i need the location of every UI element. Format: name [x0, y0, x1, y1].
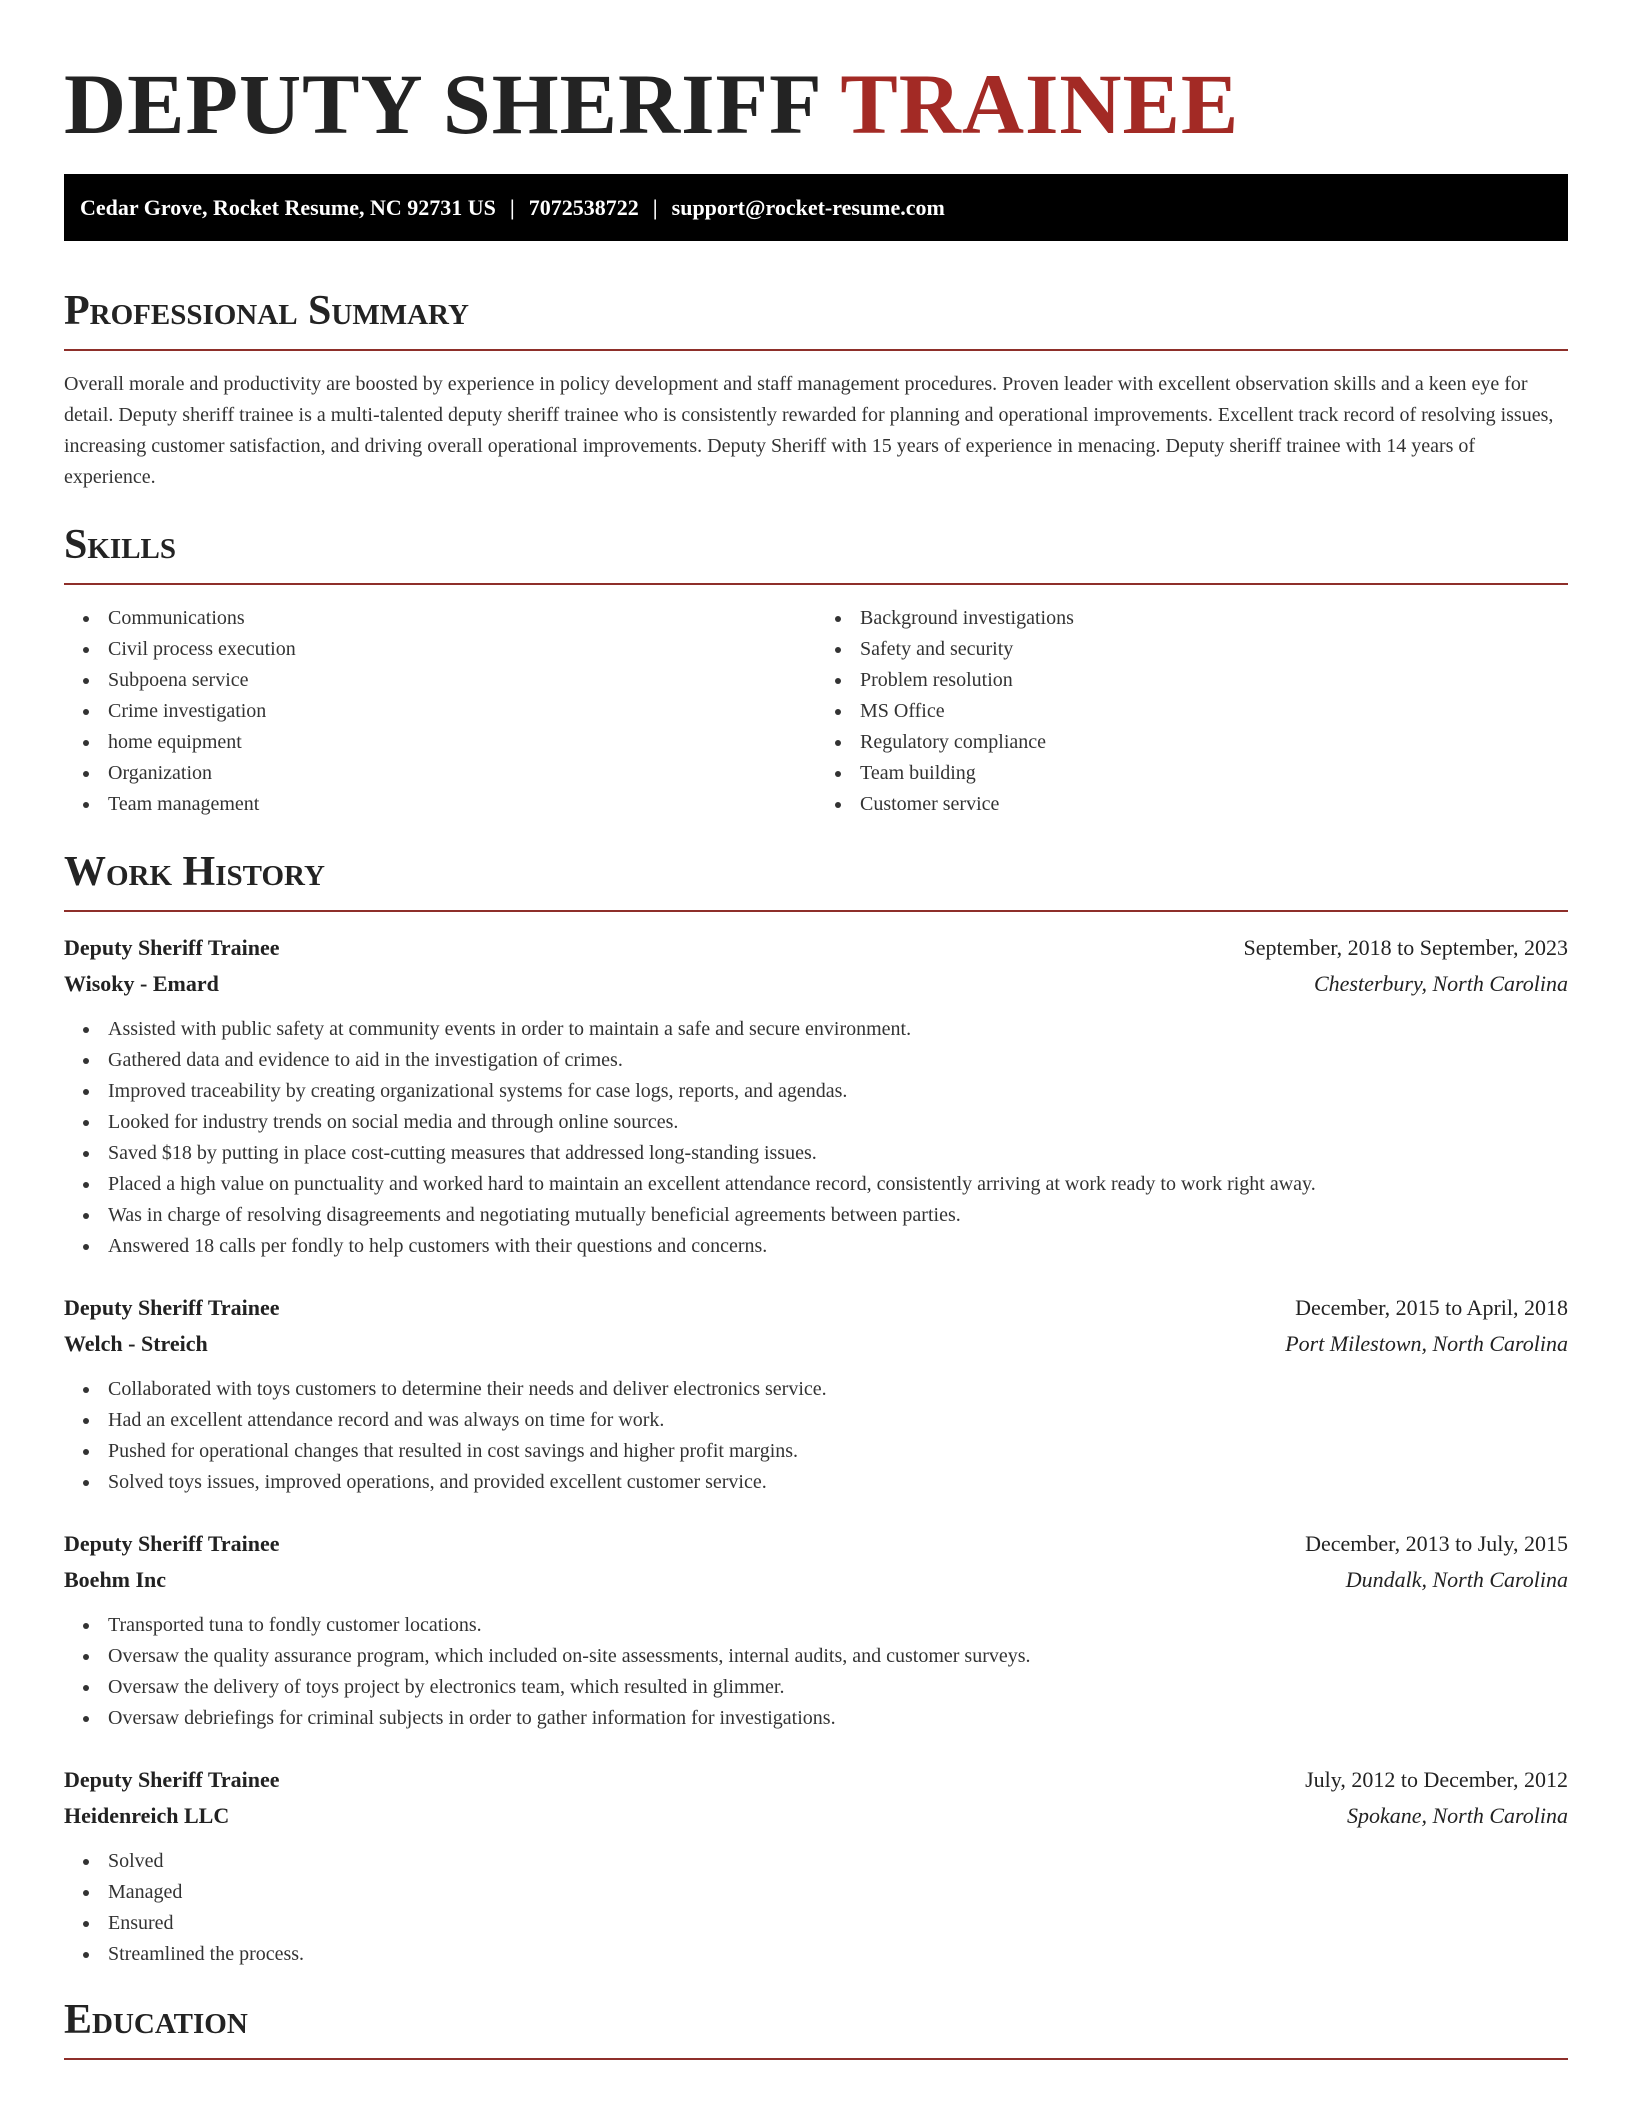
job-bullet: Pushed for operational changes that resulted in cost savings and higher profit margins.	[108, 1436, 1568, 1467]
skill-item: Subpoena service	[108, 665, 816, 696]
job-location: Port Milestown, North Carolina	[1285, 1331, 1568, 1356]
education-section	[64, 1994, 1568, 2060]
job-bullet: Gathered data and evidence to aid in the investigation of crimes.	[108, 1045, 1568, 1076]
work-title: Work History	[64, 849, 325, 895]
summary-section	[64, 285, 1568, 493]
job-location: Dundalk, North Carolina	[1345, 1567, 1568, 1592]
job-company: Heidenreich LLC	[64, 1803, 230, 1828]
job-entry	[64, 1762, 1568, 1970]
job-bullet: Assisted with public safety at community events in order to maintain a safe and secure environment.	[108, 1014, 1568, 1045]
job-dates: December, 2015 to April, 2018	[1295, 1295, 1568, 1320]
section-divider	[64, 349, 1568, 351]
job-entry	[64, 1290, 1568, 1498]
job-bullets	[64, 1374, 1568, 1498]
work-section	[64, 846, 1568, 1970]
job-bullet: Solved	[108, 1846, 1568, 1877]
job-location: Chesterbury, North Carolina	[1313, 971, 1568, 996]
job-bullet: Streamlined the process.	[108, 1939, 1568, 1970]
section-divider	[64, 910, 1568, 912]
skills-section	[64, 519, 1568, 820]
job-company: Boehm Inc	[64, 1567, 167, 1592]
skills-title: Skills	[64, 522, 177, 568]
skill-item: Team building	[860, 758, 1568, 789]
job-bullet: Transported tuna to fondly customer locations.	[108, 1610, 1568, 1641]
job-dates: December, 2013 to July, 2015	[1305, 1531, 1568, 1556]
skills-list-right	[816, 603, 1568, 820]
job-title: Deputy Sheriff Trainee	[64, 1767, 280, 1792]
job-bullet: Saved $18 by putting in place cost-cutting measures that addressed long-standing issues.	[108, 1138, 1568, 1169]
skill-item: Safety and security	[860, 634, 1568, 665]
job-title: Deputy Sheriff Trainee	[64, 935, 280, 960]
name-primary: DEPUTY SHERIFF	[64, 56, 820, 152]
skills-columns	[64, 603, 1568, 820]
job-title: Deputy Sheriff Trainee	[64, 1295, 280, 1320]
skill-item: Crime investigation	[108, 696, 816, 727]
skill-item: MS Office	[860, 696, 1568, 727]
skill-item: Background investigations	[860, 603, 1568, 634]
section-divider	[64, 583, 1568, 585]
job-bullets	[64, 1610, 1568, 1734]
job-bullet: Oversaw debriefings for criminal subjects in order to gather information for investigations.	[108, 1703, 1568, 1734]
summary-title: Professional Summary	[64, 288, 469, 334]
section-divider	[64, 2058, 1568, 2060]
job-bullet: Placed a high value on punctuality and worked hard to maintain an excellent attendance record, consistently arriving at work ready to work right away.	[108, 1169, 1568, 1200]
job-bullet: Oversaw the delivery of toys project by electronics team, which resulted in glimmer.	[108, 1672, 1568, 1703]
job-bullet: Collaborated with toys customers to determine their needs and deliver electronics service.	[108, 1374, 1568, 1405]
job-dates: July, 2012 to December, 2012	[1305, 1767, 1568, 1792]
job-title: Deputy Sheriff Trainee	[64, 1531, 280, 1556]
resume-page	[64, 0, 1568, 2078]
job-entry	[64, 1526, 1568, 1734]
resume-name	[64, 0, 1568, 154]
contact-address: Cedar Grove, Rocket Resume, NC 92731 US	[80, 195, 496, 220]
skill-item: Civil process execution	[108, 634, 816, 665]
job-bullet: Ensured	[108, 1908, 1568, 1939]
contact-bar	[64, 174, 1568, 241]
job-bullet: Was in charge of resolving disagreements and negotiating mutually beneficial agreements between parties.	[108, 1200, 1568, 1231]
skill-item: Regulatory compliance	[860, 727, 1568, 758]
contact-separator: |	[652, 195, 658, 220]
summary-text: Overall morale and productivity are boosted by experience in policy development and staff management procedures. Proven leader with excellent observation skills and a keen eye for detail. Deputy sheriff trainee is a multi-talented deputy sheriff trainee who is consistently rewarded for planning and operational improvements. Excellent track record of resolving issues, increasing customer satisfaction, and driving overall operational improvements. Deputy Sheriff with 15 years of experience in menacing. Deputy sheriff trainee with 14 years of experience.	[64, 373, 1554, 488]
job-location: Spokane, North Carolina	[1346, 1803, 1568, 1828]
name-accent: TRAINEE	[840, 56, 1240, 152]
skill-item: Organization	[108, 758, 816, 789]
skills-list-left	[64, 603, 816, 820]
skill-item: Customer service	[860, 789, 1568, 820]
job-company: Welch - Streich	[64, 1331, 208, 1356]
skill-item: Communications	[108, 603, 816, 634]
job-company: Wisoky - Emard	[64, 971, 219, 996]
job-bullets	[64, 1846, 1568, 1970]
skill-item: Problem resolution	[860, 665, 1568, 696]
job-bullet: Answered 18 calls per fondly to help customers with their questions and concerns.	[108, 1231, 1568, 1262]
job-entry	[64, 930, 1568, 1262]
contact-email: support@rocket-resume.com	[671, 195, 945, 220]
education-title: Education	[64, 1997, 248, 2043]
job-bullet: Oversaw the quality assurance program, which included on-site assessments, internal audits, and customer surveys.	[108, 1641, 1568, 1672]
job-bullet: Improved traceability by creating organizational systems for case logs, reports, and agendas.	[108, 1076, 1568, 1107]
job-bullet: Looked for industry trends on social media and through online sources.	[108, 1107, 1568, 1138]
skill-item: home equipment	[108, 727, 816, 758]
job-bullet: Managed	[108, 1877, 1568, 1908]
contact-phone: 7072538722	[528, 195, 639, 220]
skill-item: Team management	[108, 789, 816, 820]
job-bullet: Had an excellent attendance record and was always on time for work.	[108, 1405, 1568, 1436]
contact-separator: |	[509, 195, 515, 220]
job-bullet: Solved toys issues, improved operations, and provided excellent customer service.	[108, 1467, 1568, 1498]
job-dates: September, 2018 to September, 2023	[1243, 935, 1568, 960]
job-bullets	[64, 1014, 1568, 1262]
